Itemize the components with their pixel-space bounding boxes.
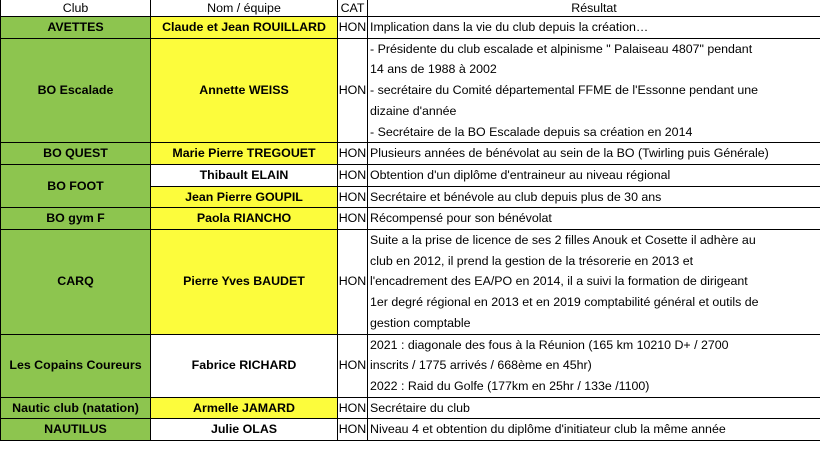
resultat-line: Obtention d'un diplôme d'entraineur au niveau régional [370,167,671,182]
resultat-line: gestion comptable [370,315,471,330]
resultat-line: 1er degré régional en 2013 et en 2019 comptabilité général et outils de [370,295,759,310]
cell-cat: HON [338,186,368,208]
cell-cat: HON [338,164,368,186]
cell-club: BO gym F [1,208,151,230]
table-body [1,17,820,441]
cell-nom: Armelle JAMARD [151,397,338,419]
cell-nom: Fabrice RICHARD [151,334,338,397]
header-resultat: Résultat [368,0,820,17]
table-row [1,208,820,230]
cell-club: NAUTILUS [1,419,151,441]
resultat-line: - secrétaire du Comité départemental FFME de l'Essonne pendant une [370,83,759,98]
resultat-line: Plusieurs années de bénévolat au sein de la BO (Twirling puis Générale) [370,146,769,161]
resultat-line: 2022 : Raid du Golfe (177km en 25hr / 133e /1100) [370,378,650,393]
cell-cat: HON [338,230,368,335]
resultat-line: - Secrétaire de la BO Escalade depuis sa création en 2014 [370,124,693,139]
table-row [1,164,820,186]
cell-club: BO Escalade [1,38,151,143]
table-row [1,419,820,441]
table-row [1,397,820,419]
cell-nom: Julie OLAS [151,419,338,441]
resultat-line: Suite a la prise de licence de ses 2 filles Anouk et Cosette il adhère au [370,233,756,248]
resultat-line: 14 ans de 1988 à 2002 [370,62,497,77]
cell-resultat [368,208,820,230]
resultat-line: Implication dans la vie du club depuis la création… [370,20,649,34]
cell-cat: HON [338,334,368,397]
resultat-line: 2021 : diagonale des fous à la Réunion (165 km 10210 D+ / 2700 [370,337,729,352]
cell-nom: Claude et Jean ROUILLARD [151,17,338,39]
cell-resultat [368,230,820,335]
header-nom: Nom / équipe [151,0,338,17]
cell-nom: Annette WEISS [151,38,338,143]
cell-club: CARQ [1,230,151,335]
table-row [1,143,820,165]
table-row [1,334,820,397]
cell-nom: Jean Pierre GOUPIL [151,186,338,208]
cell-cat: HON [338,38,368,143]
cell-club: Nautic club (natation) [1,397,151,419]
cell-nom: Pierre Yves BAUDET [151,230,338,335]
cell-cat: HON [338,208,368,230]
cell-nom: Thibault ELAIN [151,164,338,186]
table-row [1,230,820,335]
table-row [1,17,820,39]
cell-club: BO QUEST [1,143,151,165]
cell-club: BO FOOT [1,164,151,207]
cell-club: AVETTES [1,17,151,39]
resultat-line: l'encadrement des EA/PO en 2014, il a suivi la formation de dirigeant [370,274,748,289]
cell-cat: HON [338,143,368,165]
resultat-line: - Présidente du club escalade et alpinisme " Palaiseau 4807" pendant [370,41,753,56]
cell-resultat [368,143,820,165]
cell-club: Les Copains Coureurs [1,334,151,397]
header-club: Club [1,0,151,17]
cell-nom: Paola RIANCHO [151,208,338,230]
cell-resultat [368,38,820,143]
resultat-line: dizaine d'année [370,103,457,118]
resultat-line: Niveau 4 et obtention du diplôme d'initiateur club la même année [370,422,726,437]
cell-resultat [368,186,820,208]
cell-cat: HON [338,397,368,419]
cell-resultat [368,334,820,397]
resultat-line: inscrits / 1775 arrivés / 668ème en 45hr) [370,358,592,373]
cell-resultat [368,164,820,186]
resultat-line: Récompensé pour son bénévolat [370,211,552,226]
header-cat: CAT [338,0,368,17]
cell-cat: HON [338,17,368,39]
table-row [1,38,820,143]
resultat-line: club en 2012, il prend la gestion de la trésorerie en 2013 et [370,253,694,268]
cell-nom: Marie Pierre TREGOUET [151,143,338,165]
cell-cat: HON [338,419,368,441]
resultat-line: Secrétaire du club [370,400,470,415]
header-row [1,0,820,17]
resultat-line: Secrétaire et bénévole au club depuis plus de 30 ans [370,189,662,204]
cell-resultat [368,397,820,419]
cell-resultat [368,17,820,39]
cell-resultat [368,419,820,441]
